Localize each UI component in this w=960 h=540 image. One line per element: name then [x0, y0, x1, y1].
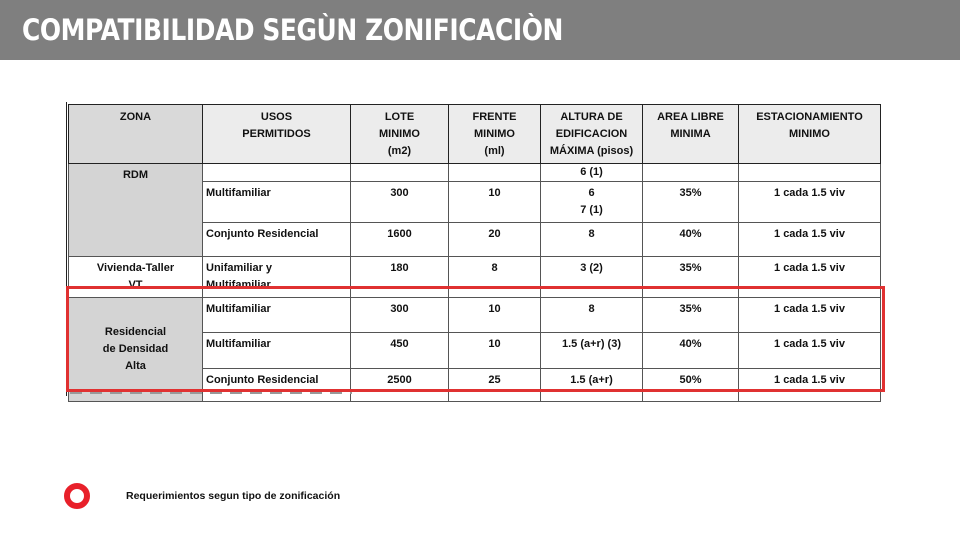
zona-rdm: RDM	[69, 164, 203, 257]
zona-vivienda-taller: Vivienda-Taller VT	[69, 257, 203, 298]
header-estacionamiento: ESTACIONAMIENTO MINIMO	[739, 105, 881, 164]
cell-estacionamiento: 1 cada 1.5 viv	[739, 333, 881, 369]
cell-area-libre: 35%	[643, 298, 739, 333]
header-lote: LOTE MINIMO (m2)	[351, 105, 449, 164]
table-header-row	[69, 105, 881, 164]
cell-estacionamiento: 1 cada 1.5 viv	[739, 298, 881, 333]
header-usos: USOS PERMITIDOS	[203, 105, 351, 164]
cell-estacionamiento: 1 cada 1.5 viv	[739, 182, 881, 223]
cell-altura: 8	[541, 223, 643, 257]
ring-bullet-icon	[64, 483, 90, 509]
cell-estacionamiento: 1 cada 1.5 viv	[739, 257, 881, 298]
table-row	[69, 164, 881, 182]
cell-uso: Unifamiliar y Multifamiliar	[203, 257, 351, 298]
table-row	[69, 257, 881, 298]
footer-caption: Requerimientos segun tipo de zonificación	[126, 490, 341, 502]
cell-frente: 10	[449, 298, 541, 333]
cell-uso: Multifamiliar	[203, 333, 351, 369]
cell-lote: 450	[351, 333, 449, 369]
cell-estacionamiento: 1 cada 1.5 viv	[739, 223, 881, 257]
cell-frente: 10	[449, 182, 541, 223]
cell-estacionamiento: 1 cada 1.5 viv	[739, 369, 881, 402]
faint-footnote-line	[70, 391, 352, 394]
cell-area-libre: 50%	[643, 369, 739, 402]
zona-residencial-densidad-alta: Residencial de Densidad Alta	[69, 298, 203, 402]
cell-altura: 8	[541, 298, 643, 333]
cell-altura: 1.5 (a+r)	[541, 369, 643, 402]
zoning-table	[68, 104, 881, 402]
cell-area-libre: 40%	[643, 223, 739, 257]
cell-uso: Multifamiliar	[203, 298, 351, 333]
cell-altura: 6 7 (1)	[541, 182, 643, 223]
header-zona: ZONA	[69, 105, 203, 164]
cell-frente: 20	[449, 223, 541, 257]
header-area-libre: AREA LIBRE MINIMA	[643, 105, 739, 164]
cell-lote: 300	[351, 182, 449, 223]
cell-uso: Multifamiliar	[203, 182, 351, 223]
cell-area-libre: 35%	[643, 182, 739, 223]
cell-lote: 2500	[351, 369, 449, 402]
table-row	[69, 298, 881, 333]
cell-frente: 8	[449, 257, 541, 298]
table-left-rule	[66, 102, 67, 396]
cell-lote: 1600	[351, 223, 449, 257]
header-frente: FRENTE MINIMO (ml)	[449, 105, 541, 164]
header-altura: ALTURA DE EDIFICACION MÁXIMA (pisos)	[541, 105, 643, 164]
page-title: COMPATIBILIDAD SEGÙN ZONIFICACIÒN	[22, 13, 563, 47]
cell-frente: 25	[449, 369, 541, 402]
cell-altura: 3 (2)	[541, 257, 643, 298]
cell-area-libre: 35%	[643, 257, 739, 298]
title-bar	[0, 0, 960, 60]
cell-area-libre: 40%	[643, 333, 739, 369]
cell-lote: 300	[351, 298, 449, 333]
cell-altura: 6 (1)	[541, 164, 643, 182]
cell-altura: 1.5 (a+r) (3)	[541, 333, 643, 369]
cell-uso: Conjunto Residencial	[203, 223, 351, 257]
cell-lote: 180	[351, 257, 449, 298]
cell-uso: Conjunto Residencial	[203, 369, 351, 402]
cell-frente: 10	[449, 333, 541, 369]
